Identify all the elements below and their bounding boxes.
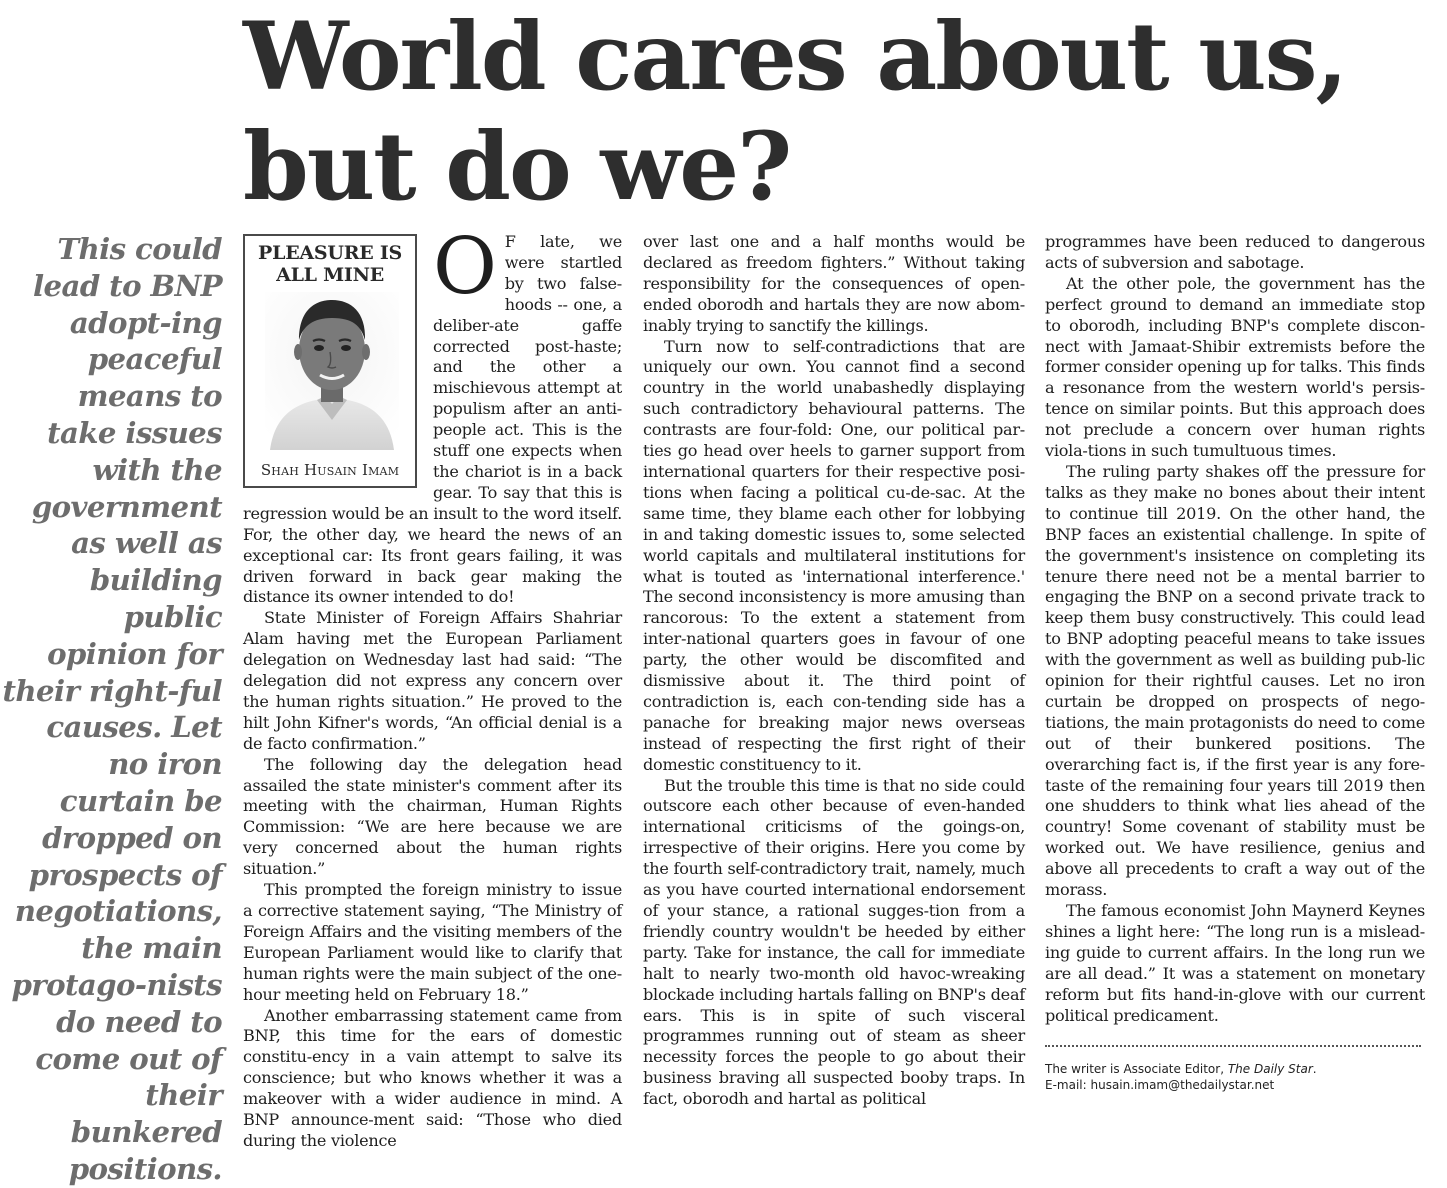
article-paragraph: programmes have been reduced to dangerous acts of subversion and sabotage.: [1045, 232, 1425, 272]
writer-email[interactable]: E-mail: husain.imam@thedailystar.net: [1045, 1078, 1275, 1092]
article-paragraph: The ruling party shakes off the pressure for talks as they make no bones about their intent to continue till 2019. On the other hand, the BNP faces an existential challenge. In spite of the government's insistence on completing its tenure there need not be a mental barrier to engaging the BNP on a second private track to keep them busy constructively. This could lead to BNP adopting peaceful means to take issues with the government as well as building pub-lic opinion for their rightful causes. Let no iron curtain be dropped on prospects of nego-tiations, the main protagonists do need to come out of their bunkered positions. The overarching fact is, if the first year is any fore-taste of the remaining four years till 2019 then one shudders to think what lies ahead of the country! Some covenant of stability must be worked out. We have resilience, genius and above all precedents to craft a way out of the morass.: [1045, 461, 1425, 900]
pull-quote: This could lead to BNP adopt-ing peaceful means to take issues with the government as well as building public opinion for their right-ful causes. Let no iron curtain be dropped on prospects of negotiations, the main protago-nists do need to come out of their bunkered positions.: [2, 232, 222, 1186]
headline-line-1: World cares about us,: [243, 2, 1347, 112]
writer-info: [1045, 1061, 1421, 1077]
article-paragraph: The following day the delegation head assailed the state minister's comment after its meeting with the chairman, Human Rights Commission: “We are here because we are very concerned about the human rights situation.”: [243, 754, 622, 879]
drop-cap: O: [433, 222, 497, 312]
article-paragraph: Turn now to self-contradictions that are uniquely our own. You cannot find a second country in the world unabashedly displaying such contradictory behavioural patterns. The contrasts are four-fold: One, our political par-ties go head over heels to garner support from international quarters for their respective posi-tions when facing a political cu-de-sac. At the same time, they blame each other for lobbying in and taking domestic issues to, some selected world capitals and multilateral institutions for what is touted as 'international interference.' The second inconsistency is more amusing than rancorous: To the extent a statement from inter-national quarters goes in favour of one party, the other would be discomfited and dismissive about it. The third point of contradiction is, each con-tending side has a panache for breaking major news overseas instead of respecting the first right of their domestic constituency to it.: [643, 336, 1025, 774]
article-column-1: [243, 222, 622, 1152]
publication-name: The Daily Star: [1227, 1062, 1313, 1076]
article-paragraph: At the other pole, the government has the perfect ground to demand an immediate stop to oborodh, including BNP's complete discon-nect with Jamaat-Shibir extremists before the former consider opening up for talks. This finds a resonance from the western world's persis-tence on similar points. But this approach does not preclude a concern over human rights viola-tions in such tumultuous times.: [1045, 273, 1425, 461]
headline-line-2: but do we?: [243, 112, 791, 222]
article-paragraph: State Minister of Foreign Affairs Shahriar Alam having met the European Parliament delegation on Wednesday last had said: “The delegation did not express any concern over the human rights situation.” He proved to the hilt John Kifner's words, “An official denial is a de facto confirmation.”: [243, 608, 622, 753]
author-portrait: [265, 292, 399, 450]
article-column-2: [643, 232, 1025, 1110]
article-paragraph: over last one and a half months would be declared as freedom fighters.” Without taking responsibility for the consequences of open-ended oborodh and hartals they are now abom-inably trying to sanctify the killings.: [643, 232, 1025, 335]
writer-suffix: .: [1312, 1062, 1317, 1076]
article-column-3: [1045, 232, 1425, 1026]
article-paragraph: But the trouble this time is that no side could outscore each other because of even-handed international criticisms of the goings-on, irrespective of their origins. Here you come by the fourth self-contradictory trait, namely, much as you have courted international endorsement of your stance, a rational sugges-tion from a friendly country wouldn't be heeded by either party. Take for instance, the call for immediate halt to nearly two-month old havoc-wreaking blockade including hartals falling on BNP's deaf ears. This is in spite of such visceral programmes running out of steam as sheer necessity forces the people to go about their business braving all suspected booby traps. In fact, oborodh and hartal as political: [643, 775, 1025, 1109]
writer-role: The writer is Associate Editor,: [1045, 1062, 1228, 1076]
author-name: Shah Husain Imam: [260, 461, 400, 480]
column-title: PLEASURE IS ALL MINE: [258, 242, 402, 286]
article-paragraph: Another embarrassing statement came from BNP, this time for the ears of domestic constitu-ency in a vain attempt to salve its conscience; but who knows whether it was a makeover with a wider audience in mind. A BNP announce-ment said: “Those who died during the violence: [243, 1005, 622, 1150]
article-paragraph: The famous economist John Maynerd Keynes shines a light here: “The long run is a mislead-ing guide to current affairs. In the long run we are all dead.” It was a statement on monetary reform but fits hand-in-glove with our current political predicament.: [1045, 901, 1425, 1025]
writer-credit: [1045, 1045, 1421, 1093]
article-paragraph: This prompted the foreign ministry to issue a corrective statement saying, “The Ministry of Foreign Affairs and the visiting members of the European Parliament would like to clarify that human rights were the main subject of the one-hour meeting held on February 18.”: [243, 880, 622, 1004]
article-paragraph: F late, we were startled by two false-hoods -- one, a deliber-ate gaffe corrected post-haste; and the other a mischievous attempt at populism after an anti-people act. This is the stuff one expects when the chariot is in a back gear. To say that this is regression would be an insult to the word itself. For, the other day, we heard the news of an exceptional car: Its front gears failing, it was driven forward in back gear making the distance its owner intended to do!: [243, 232, 622, 607]
headline: [243, 2, 1346, 222]
column-byline-box: [243, 234, 417, 488]
